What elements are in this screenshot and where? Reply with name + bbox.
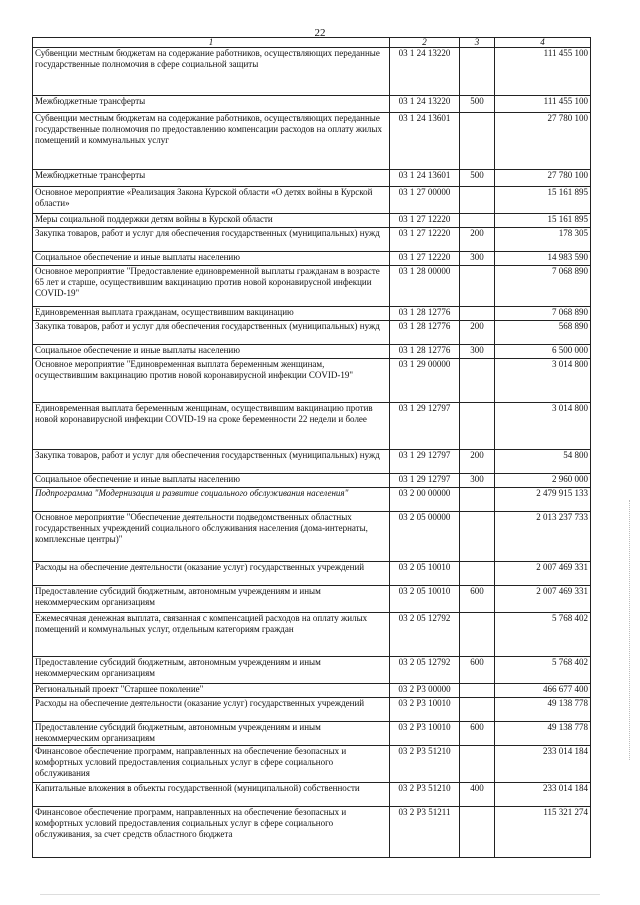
row-amount: 7 068 890: [495, 266, 591, 307]
row-amount: 2 007 469 331: [495, 562, 591, 586]
table-row: [33, 345, 591, 359]
row-amount: 233 014 184: [495, 746, 591, 783]
table-row: [33, 450, 591, 474]
row-code: 03 1 28 12776: [390, 345, 460, 359]
row-code: 03 2 P3 51210: [390, 783, 460, 807]
table-row: [33, 474, 591, 488]
row-code: 03 2 P3 10010: [390, 722, 460, 746]
row-code: 03 1 28 12776: [390, 321, 460, 345]
row-kind: [460, 698, 495, 722]
row-kind: 200: [460, 450, 495, 474]
row-name: Расходы на обеспечение деятельности (оказание услуг) государственных учреждений: [33, 562, 390, 586]
row-code: 03 2 P3 10010: [390, 698, 460, 722]
row-code: 03 2 05 10010: [390, 562, 460, 586]
row-code: 03 2 P3 00000: [390, 684, 460, 698]
row-name: Закупка товаров, работ и услуг для обеспечения государственных (муниципальных) нужд: [33, 450, 390, 474]
row-kind: [460, 512, 495, 562]
table-row: [33, 783, 591, 807]
row-code: 03 2 05 00000: [390, 512, 460, 562]
row-code: 03 1 29 12797: [390, 450, 460, 474]
table-row: [33, 307, 591, 321]
row-name: Закупка товаров, работ и услуг для обеспечения государственных (муниципальных) нужд: [33, 321, 390, 345]
table-row: [33, 698, 591, 722]
row-kind: 200: [460, 228, 495, 252]
row-code: 03 2 00 00000: [390, 488, 460, 512]
row-name: Закупка товаров, работ и услуг для обеспечения государственных (муниципальных) нужд: [33, 228, 390, 252]
row-code: 03 2 05 12792: [390, 657, 460, 684]
row-code: 03 1 27 12220: [390, 214, 460, 228]
row-name: Социальное обеспечение и иные выплаты населению: [33, 345, 390, 359]
table-row: [33, 807, 591, 858]
row-name: Капитальные вложения в объекты государственной (муниципальной) собственности: [33, 783, 390, 807]
table-row: [33, 187, 591, 214]
row-name: Межбюджетные трансферты: [33, 96, 390, 113]
row-kind: [460, 307, 495, 321]
table-row: [33, 512, 591, 562]
row-code: 03 1 28 00000: [390, 266, 460, 307]
row-kind: [460, 746, 495, 783]
row-code: 03 2 05 12792: [390, 613, 460, 657]
row-amount: 49 138 778: [495, 722, 591, 746]
row-kind: 300: [460, 252, 495, 266]
table-row: [33, 562, 591, 586]
row-name: Единовременная выплата гражданам, осуществившим вакцинацию: [33, 307, 390, 321]
row-kind: 500: [460, 170, 495, 187]
row-code: 03 1 24 13220: [390, 48, 460, 96]
table-row: [33, 228, 591, 252]
row-amount: 6 500 000: [495, 345, 591, 359]
row-code: 03 1 29 12797: [390, 474, 460, 488]
row-amount: 14 983 590: [495, 252, 591, 266]
row-amount: 2 960 000: [495, 474, 591, 488]
row-amount: 2 007 469 331: [495, 586, 591, 613]
row-amount: 2 013 237 733: [495, 512, 591, 562]
row-kind: [460, 48, 495, 96]
row-kind: [460, 684, 495, 698]
row-kind: 300: [460, 345, 495, 359]
table-row: [33, 170, 591, 187]
row-amount: 27 780 100: [495, 113, 591, 170]
table-row: [33, 266, 591, 307]
row-amount: 7 068 890: [495, 307, 591, 321]
row-code: 03 1 28 12776: [390, 307, 460, 321]
row-name: Основное мероприятие "Единовременная выплата беременным женщинам, осуществившим вакцинацию против новой коронавирусной инфекции COVID-19": [33, 359, 390, 403]
header-col-2: 2: [390, 38, 460, 48]
row-name: Основное мероприятие "Обеспечение деятельности подведомственных областных государственных учреждений социального обслуживания населения (дома-интернаты, комплексные центры)": [33, 512, 390, 562]
row-kind: [460, 187, 495, 214]
row-name: Подпрограмма "Модернизация и развитие социального обслуживания населения": [33, 488, 390, 512]
row-name: Социальное обеспечение и иные выплаты населению: [33, 474, 390, 488]
row-amount: 115 321 274: [495, 807, 591, 858]
row-name: Межбюджетные трансферты: [33, 170, 390, 187]
row-amount: 54 800: [495, 450, 591, 474]
row-kind: 600: [460, 722, 495, 746]
row-name: Финансовое обеспечение программ, направленных на обеспечение безопасных и комфортных условий предоставления социальных услуг в сфере социального обслуживания, за счет средств областного бюджета: [33, 807, 390, 858]
row-amount: 27 780 100: [495, 170, 591, 187]
row-amount: 111 455 100: [495, 48, 591, 96]
header-col-1: 1: [33, 38, 390, 48]
row-name: Предоставление субсидий бюджетным, автономным учреждениям и иным некоммерческим организациям: [33, 722, 390, 746]
table-row: [33, 657, 591, 684]
table-row: [33, 359, 591, 403]
table-row: [33, 252, 591, 266]
table-row: [33, 488, 591, 512]
table-row: [33, 403, 591, 450]
header-col-4: 4: [495, 38, 591, 48]
row-code: 03 1 24 13601: [390, 170, 460, 187]
row-amount: 5 768 402: [495, 657, 591, 684]
row-kind: 400: [460, 783, 495, 807]
row-code: 03 1 27 00000: [390, 187, 460, 214]
row-amount: 3 014 800: [495, 403, 591, 450]
row-code: 03 1 27 12220: [390, 228, 460, 252]
table-row: [33, 613, 591, 657]
row-name: Предоставление субсидий бюджетным, автономным учреждениям и иным некоммерческим организациям: [33, 657, 390, 684]
row-kind: 500: [460, 96, 495, 113]
row-kind: 600: [460, 657, 495, 684]
row-kind: [460, 359, 495, 403]
row-name: Предоставление субсидий бюджетным, автономным учреждениям и иным некоммерческим организациям: [33, 586, 390, 613]
table-row: [33, 722, 591, 746]
row-name: Субвенции местным бюджетам на содержание работников, осуществляющих переданные государственные полномочия в сфере социальной защиты: [33, 48, 390, 96]
row-kind: [460, 214, 495, 228]
table-row: [33, 746, 591, 783]
row-amount: 2 479 915 133: [495, 488, 591, 512]
row-kind: [460, 613, 495, 657]
row-kind: [460, 488, 495, 512]
row-amount: 466 677 400: [495, 684, 591, 698]
table-row: [33, 684, 591, 698]
row-name: Единовременная выплата беременным женщинам, осуществившим вакцинацию против новой коронавирусной инфекции COVID-19 на сроке беременности 22 недели и более: [33, 403, 390, 450]
row-amount: 49 138 778: [495, 698, 591, 722]
row-name: Региональный проект "Старшее поколение": [33, 684, 390, 698]
table-row: [33, 321, 591, 345]
table-row: [33, 96, 591, 113]
row-kind: 300: [460, 474, 495, 488]
row-name: Социальное обеспечение и иные выплаты населению: [33, 252, 390, 266]
table-row: [33, 113, 591, 170]
page-number: 22: [314, 27, 326, 39]
row-code: 03 1 24 13220: [390, 96, 460, 113]
row-name: Финансовое обеспечение программ, направленных на обеспечение безопасных и комфортных условий предоставления социальных услуг в сфере социального обслуживания: [33, 746, 390, 783]
row-amount: 3 014 800: [495, 359, 591, 403]
bottom-rule: [40, 894, 600, 895]
row-amount: 233 014 184: [495, 783, 591, 807]
row-kind: [460, 266, 495, 307]
row-name: Основное мероприятие «Реализация Закона Курской области «О детях войны в Курской области»: [33, 187, 390, 214]
row-name: Меры социальной поддержки детям войны в Курской области: [33, 214, 390, 228]
row-code: 03 1 27 12220: [390, 252, 460, 266]
margin-mark: [629, 500, 636, 760]
row-amount: 15 161 895: [495, 187, 591, 214]
header-col-3: 3: [460, 38, 495, 48]
row-amount: 178 305: [495, 228, 591, 252]
row-kind: 200: [460, 321, 495, 345]
row-code: 03 1 24 13601: [390, 113, 460, 170]
row-amount: 5 768 402: [495, 613, 591, 657]
row-code: 03 2 05 10010: [390, 586, 460, 613]
row-amount: 15 161 895: [495, 214, 591, 228]
row-name: Расходы на обеспечение деятельности (оказание услуг) государственных учреждений: [33, 698, 390, 722]
table-header-row: [33, 38, 591, 48]
row-code: 03 1 29 00000: [390, 359, 460, 403]
table-row: [33, 48, 591, 96]
row-kind: 600: [460, 586, 495, 613]
row-name: Субвенции местным бюджетам на содержание работников, осуществляющих переданные государственные полномочия по предоставлению компенсации расходов на оплату жилых помещений и коммунальных услуг: [33, 113, 390, 170]
row-code: 03 2 P3 51210: [390, 746, 460, 783]
row-amount: 568 890: [495, 321, 591, 345]
row-kind: [460, 403, 495, 450]
row-code: 03 1 29 12797: [390, 403, 460, 450]
row-kind: [460, 562, 495, 586]
table-row: [33, 214, 591, 228]
row-name: Основное мероприятие "Предоставление единовременной выплаты гражданам в возрасте 65 лет и старше, осуществившим вакцинацию против новой коронавирусной инфекции COVID-19": [33, 266, 390, 307]
budget-table: [32, 37, 591, 858]
row-amount: 111 455 100: [495, 96, 591, 113]
row-name: Ежемесячная денежная выплата, связанная с компенсацией расходов на оплату жилых помещений и коммунальных услуг, отдельным категориям граждан: [33, 613, 390, 657]
row-kind: [460, 113, 495, 170]
row-code: 03 2 P3 51211: [390, 807, 460, 858]
table-row: [33, 586, 591, 613]
row-kind: [460, 807, 495, 858]
